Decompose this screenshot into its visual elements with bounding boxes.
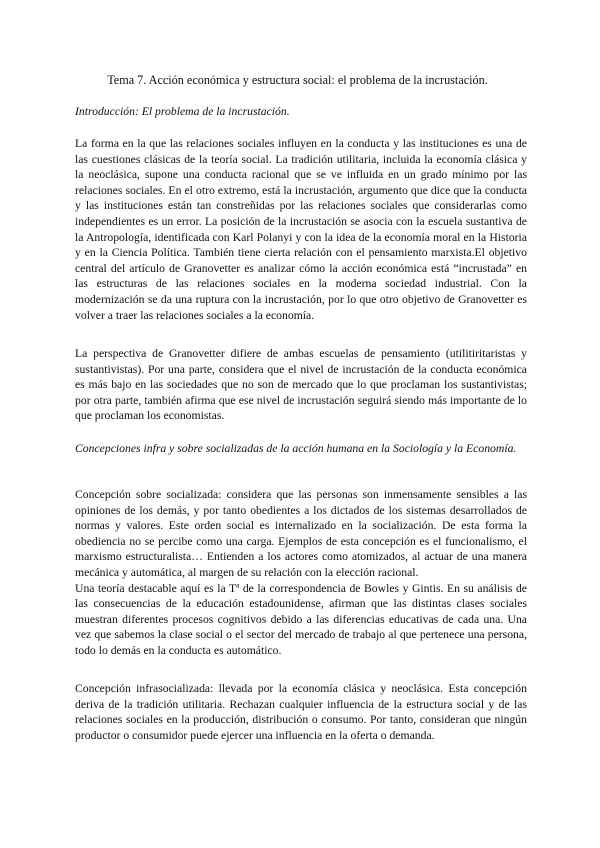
paragraph-3-part-1: Concepción sobre socializada: considera que las personas son inmensamente sensibles a las opiniones de los demás, y por tanto obedientes a los dictados de los sistemas desarrollados de normas y valores. Este orden social es internalizado en la socialización. De esta forma la obediencia no se percibe como una carga. Ejemplos de esta concepción es el funcionalismo, el marxismo estructuralista… Entienden a los actores como atomizados, al actuar de una manera mecánica y automática, al margen de su relación con la elección racional. bbox=[75, 488, 527, 579]
section-heading-introduction: Introducción: El problema de la incrustación. bbox=[75, 105, 290, 118]
document-title: Tema 7. Acción económica y estructura social: el problema de la incrustación. bbox=[107, 73, 488, 87]
paragraph-3-part-2: Una teoría destacable aquí es la Tª de la correspondencia de Bowles y Gintis. En su análisis de las consecuencias de la educación estadounidense, afirman que las distintas clases sociales muestran diferentes procesos cognitivos debido a las diferencias educativas de cada una. Una vez que sabemos la clase social o el sector del mercado de trabajo al que pertenece una persona, todo lo demás en la conducta es automático. bbox=[75, 581, 527, 657]
paragraph-2: La perspectiva de Granovetter difiere de ambas escuelas de pensamiento (utilitiritaristas y sustantivistas). Por una parte, considera que el nivel de incrustación de la conducta económica es más bajo en las sociedades que no son de mercado que lo que proclaman los sustantivistas; por otra parte, también afirma que ese nivel de incrustación seguirá siendo más importante de lo que proclaman los economistas. bbox=[75, 347, 527, 423]
section-heading-concepciones: Concepciones infra y sobre socializadas de la acción humana en la Sociología y la Economía. bbox=[75, 442, 517, 455]
paragraph-4: Concepción infrasocializada: llevada por la economía clásica y neoclásica. Esta concepción deriva de la tradición utilitaria. Rechazan cualquier influencia de la estructura social y de las relaciones sociales en la producción, distribución o consumo. Por tanto, consideran que ningún productor o consumidor puede ejercer una influencia en la oferta o demanda. bbox=[75, 682, 527, 742]
paragraph-1: La forma en la que las relaciones sociales influyen en la conducta y las instituciones es una de las cuestiones clásicas de la teoría social. La tradición utilitaria, incluida la economía clásica y la neoclásica, supone una conducta racional que se ve influida en un grado mínimo por las relaciones sociales. En el otro extremo, está la incrustación, argumento que dice que la conducta y las instituciones están tan constreñidas por las relaciones sociales que considerarlas como independientes es un error. La posición de la incrustación se asocia con la escuela sustantiva de la Antropología, identificada con Karl Polanyi y con la idea de la economía moral en la Historia y en la Ciencia Política. También tiene cierta relación con el pensamiento marxista.El objetivo central del artículo de Granovetter es analizar cómo la acción económica está “incrustada” en las estructuras de las relaciones sociales en la moderna sociedad industrial. Con la modernización se da una ruptura con la incrustación, por lo que otro objetivo de Granovetter es volver a traer las relaciones sociales a la economía. bbox=[75, 137, 527, 322]
paragraph-3 bbox=[75, 487, 527, 659]
